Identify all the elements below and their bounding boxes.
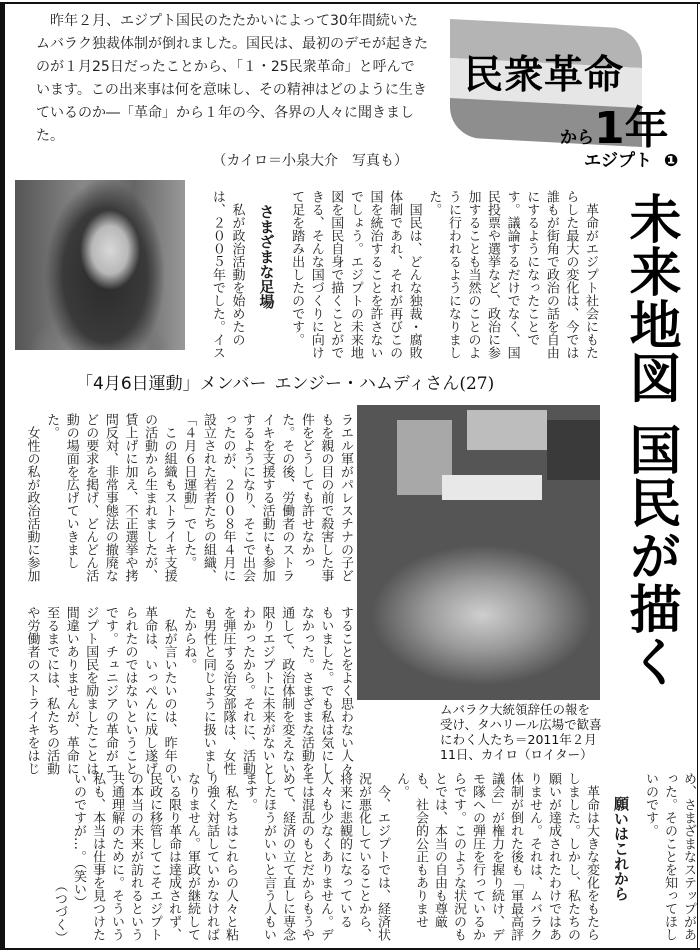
headline: 未来地図 国民が描く xyxy=(620,192,681,689)
article-block-2 xyxy=(15,413,355,585)
reporter-credit: （カイロ＝小泉大介 写真も） xyxy=(212,153,408,169)
top-border xyxy=(0,2,700,4)
paragraph: 私が政治活動を始めたのは、２００５年でした。イス xyxy=(209,190,245,359)
paragraph: 女性の私が政治活動に参加 xyxy=(24,426,40,582)
article-block-4 xyxy=(15,772,698,944)
continued-label: （つづく） xyxy=(52,879,67,944)
series-title-sub: から1年 xyxy=(560,103,669,154)
series-country: エジプト ❶ xyxy=(584,151,679,171)
paragraph: この組織もストライキ支援の活動から生まれましたが、賃上げに加え、不正選挙や拷問反対、非常事態法の撤廃などの要求を掲げ、どんどん活動の場面を広げていきました。 xyxy=(44,413,177,582)
paragraph: 革命がエジプト社会にもたらした最大の変化は、今では誰もが街角で政治の話を自由にするようになったことです。議論するだけでなく、国民投票や選挙など、政治に参加することも当然のことのように行われるようになりました。 xyxy=(426,190,598,359)
paragraph: め、さまざまなステップがあった。そのことを知ってほしいのです。 xyxy=(643,772,696,941)
photo-caption: ムバラク大統領辞任の報を受け、タハリール広場で歓喜にわく人たち＝2011年２月11日、カイロ（ロイター） xyxy=(440,702,602,762)
subheading: さまざまな足場 xyxy=(257,204,276,309)
series-title xyxy=(448,18,688,171)
interviewee-name: エンジー・ハムディさん(27) xyxy=(274,374,495,394)
interviewee-photo xyxy=(15,180,185,350)
lead-text: 昨年２月、エジプト国民のたたかいによって30年間続いたムバラク独裁体制が倒れました。国民は、最初のデモが起きたのが１月25日だったことから、「１・25民衆革命」と呼んでいます。この出来事は何を意味し、その精神はどのように生きているのか―「革命」から１年の今、各界の人々に聞きました。 xyxy=(36,13,428,144)
paragraph: ラエル軍がパレスチナの子どもを親の目の前で殺害した事件をどうしても許せなかった。その後、労働者のストライキを支援する活動にも参加するようになり、そこで出会ったのが、２００８年４月に設立された若者たちの組織、「４月６日運動」でした。 xyxy=(181,413,353,582)
bottom-border xyxy=(0,948,700,950)
lead-paragraph xyxy=(36,10,428,173)
left-border xyxy=(0,4,5,950)
paragraph: 私が言いたいのは、昨年の革命は、いっぺんに成し遂げられたのではないということです。チュニジアの革命がエジプト国民を励ましたことは間違いありませんが、革命に至るまでには、私たちの活動や労働者のストライキをはじ xyxy=(24,606,177,775)
tahrir-square-photo xyxy=(357,405,600,700)
article-block-1 xyxy=(188,190,600,362)
interviewee-name-line xyxy=(76,369,494,394)
article-block-3 xyxy=(15,606,355,778)
interviewee-affiliation: 「4月6日運動」メンバー xyxy=(76,374,267,394)
paragraph: 私たちはこれらの人々と粘り強く対話していかなければなりません。軍政が継続している限り革命は達成されず、民政に移管してこそエジプトの本当の未来が訪れるという共通理解のために。そういう私も、本当は仕事を見つけたいのですが…。（笑い） xyxy=(71,772,238,941)
paragraph: することをよく思わない人々もいました。でも私は気にしなかった。さまざまな活動を通して、政治体制を変えない限りエジプトに未来がないとわかったから。それに、活動を弾圧する治安部隊は、女性も男性と同じように扱いましたからね。 xyxy=(181,606,353,775)
subheading: 願いはこれから xyxy=(612,796,630,901)
paragraph: 国民は、どんな独裁・腐敗体制であれ、それが再びこの国を統治することを許さないでしょう。エジプトの未来地図を国民自身で描くことができる、そんな国づくりに向けて足を踏み出したのです。 xyxy=(289,190,422,359)
series-title-main: 民衆革命 xyxy=(464,53,625,98)
series-number: ❶ xyxy=(663,151,679,171)
paragraph: 今、エジプトでは、経済状況が悪化していることから、将来に悲観的になっている人々も少なくありません。デモは混乱のもとだからもうやめて、経済の立て直しに専念したほうがいいと言う人もいます。 xyxy=(242,772,390,941)
paragraph: 革命は大きな変化をもたらしました。しかし、私たちの願いが達成されたわけではありません。それは、ムバラク体制が倒れた後も「軍最高評議会」が権力を握り続け、デモ隊への弾圧を行っているからです。このような状況のもとでは、本当の自由も尊厳も、社会的公正もありません。 xyxy=(394,772,599,941)
